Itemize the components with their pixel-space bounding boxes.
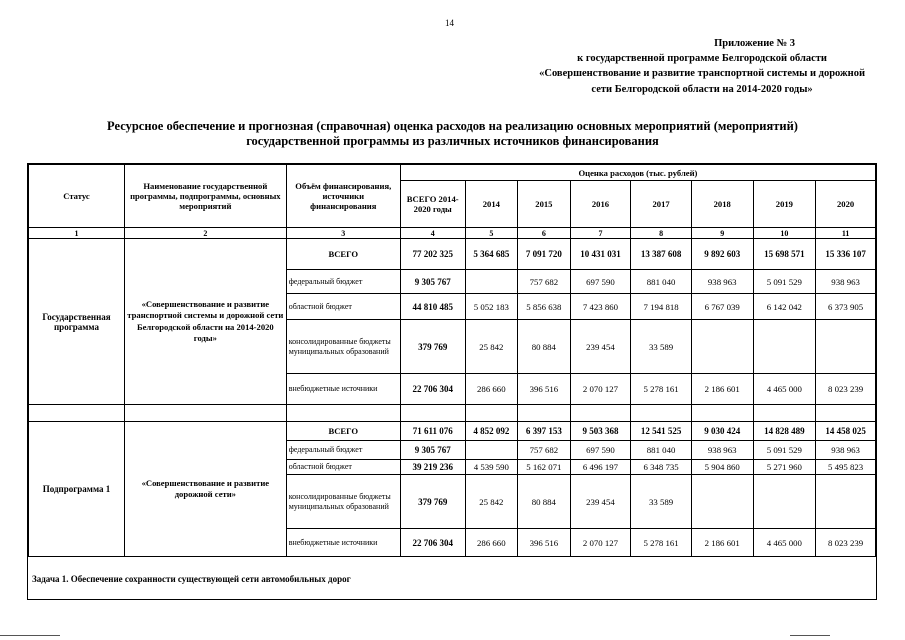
value-cell: 80 884 (518, 475, 571, 529)
column-number: 1 (29, 228, 125, 239)
value-cell (816, 320, 876, 374)
value-cell: 8 023 239 (816, 529, 876, 557)
value-cell: 2 070 127 (570, 529, 631, 557)
column-number: 10 (753, 228, 816, 239)
value-cell: 9 030 424 (691, 422, 753, 441)
value-cell: 8 023 239 (816, 374, 876, 405)
column-number: 6 (518, 228, 571, 239)
value-cell: 6 496 197 (570, 460, 631, 475)
empty-cell (465, 405, 518, 422)
value-cell: 5 091 529 (753, 441, 816, 460)
source-cell: ВСЕГО (286, 239, 400, 270)
source-cell: областной бюджет (286, 294, 400, 320)
value-cell: 39 219 236 (400, 460, 465, 475)
value-cell: 2 070 127 (570, 374, 631, 405)
value-cell: 4 465 000 (753, 374, 816, 405)
value-cell: 396 516 (518, 374, 571, 405)
value-cell: 6 373 905 (816, 294, 876, 320)
column-number: 9 (691, 228, 753, 239)
header-total: ВСЕГО 2014-2020 годы (400, 181, 465, 228)
task-caption: Задача 1. Обеспечение сохранности существующей сети автомобильных дорог (32, 574, 351, 584)
value-cell (816, 475, 876, 529)
status-cell: Подпрограмма 1 (29, 422, 125, 557)
value-cell: 697 590 (570, 270, 631, 294)
empty-cell (125, 405, 287, 422)
value-cell: 7 091 720 (518, 239, 571, 270)
scan-edge-line (0, 635, 60, 636)
appendix-line-3: «Совершенствование и развитие транспортной системы и дорожной (539, 68, 865, 80)
value-cell (465, 441, 518, 460)
value-cell: 286 660 (465, 374, 518, 405)
value-cell (691, 475, 753, 529)
source-cell: внебюджетные источники (286, 374, 400, 405)
value-cell: 5 052 183 (465, 294, 518, 320)
value-cell: 80 884 (518, 320, 571, 374)
value-cell: 239 454 (570, 475, 631, 529)
value-cell: 15 698 571 (753, 239, 816, 270)
value-cell: 6 348 735 (631, 460, 692, 475)
empty-cell (570, 405, 631, 422)
value-cell: 4 465 000 (753, 529, 816, 557)
column-number: 11 (816, 228, 876, 239)
empty-cell (400, 405, 465, 422)
appendix-line-4: сети Белгородской области на 2014-2020 годы» (591, 83, 813, 95)
header-year: 2016 (570, 181, 631, 228)
value-cell: 25 842 (465, 320, 518, 374)
source-cell: ВСЕГО (286, 422, 400, 441)
status-cell: Государственная программа (29, 239, 125, 405)
value-cell: 9 305 767 (400, 270, 465, 294)
value-cell: 938 963 (691, 441, 753, 460)
value-cell: 22 706 304 (400, 529, 465, 557)
document-title (20, 119, 885, 149)
value-cell: 13 387 608 (631, 239, 692, 270)
program-name-cell: «Совершенствование и развитие транспортной системы и дорожной сети Белгородской области на 2014-2020 годы» (125, 239, 287, 405)
value-cell: 938 963 (691, 270, 753, 294)
value-cell: 2 186 601 (691, 529, 753, 557)
value-cell: 33 589 (631, 320, 692, 374)
value-cell: 881 040 (631, 270, 692, 294)
column-number: 4 (400, 228, 465, 239)
column-number: 8 (631, 228, 692, 239)
value-cell: 5 364 685 (465, 239, 518, 270)
column-number: 5 (465, 228, 518, 239)
value-cell: 2 186 601 (691, 374, 753, 405)
value-cell: 6 142 042 (753, 294, 816, 320)
value-cell: 9 892 603 (691, 239, 753, 270)
table-row (29, 239, 876, 270)
value-cell: 14 828 489 (753, 422, 816, 441)
value-cell: 12 541 525 (631, 422, 692, 441)
empty-cell (29, 405, 125, 422)
value-cell: 396 516 (518, 529, 571, 557)
header-year: 2015 (518, 181, 571, 228)
source-cell: областной бюджет (286, 460, 400, 475)
value-cell: 5 162 071 (518, 460, 571, 475)
value-cell: 239 454 (570, 320, 631, 374)
value-cell: 15 336 107 (816, 239, 876, 270)
value-cell: 697 590 (570, 441, 631, 460)
source-cell: внебюджетные источники (286, 529, 400, 557)
value-cell: 5 856 638 (518, 294, 571, 320)
value-cell: 881 040 (631, 441, 692, 460)
value-cell: 10 431 031 (570, 239, 631, 270)
source-cell: консолидированные бюджеты муниципальных образований (286, 475, 400, 529)
value-cell: 77 202 325 (400, 239, 465, 270)
value-cell: 938 963 (816, 270, 876, 294)
value-cell: 6 767 039 (691, 294, 753, 320)
header-volume: Объём финансирования, источники финансирования (286, 165, 400, 228)
spacer-row (29, 405, 876, 422)
value-cell: 44 810 485 (400, 294, 465, 320)
table-row (29, 422, 876, 441)
scan-edge-line (790, 635, 830, 636)
value-cell: 5 278 161 (631, 374, 692, 405)
header-year: 2017 (631, 181, 692, 228)
header-status: Статус (29, 165, 125, 228)
value-cell: 33 589 (631, 475, 692, 529)
appendix-number: Приложение № 3 (714, 38, 795, 49)
value-cell: 286 660 (465, 529, 518, 557)
value-cell (691, 320, 753, 374)
value-cell: 938 963 (816, 441, 876, 460)
value-cell: 14 458 025 (816, 422, 876, 441)
header-year: 2020 (816, 181, 876, 228)
value-cell: 757 682 (518, 270, 571, 294)
column-number: 2 (125, 228, 287, 239)
value-cell: 9 305 767 (400, 441, 465, 460)
value-cell: 757 682 (518, 441, 571, 460)
source-cell: федеральный бюджет (286, 270, 400, 294)
value-cell (753, 475, 816, 529)
empty-cell (631, 405, 692, 422)
value-cell: 5 278 161 (631, 529, 692, 557)
title-line-1: Ресурсное обеспечение и прогнозная (справочная) оценка расходов на реализацию основных мероприятий (мероприятий) (107, 119, 798, 133)
value-cell: 25 842 (465, 475, 518, 529)
page-number: 14 (445, 18, 454, 28)
empty-cell (691, 405, 753, 422)
value-cell: 4 539 590 (465, 460, 518, 475)
empty-cell (518, 405, 571, 422)
funding-table (28, 164, 876, 557)
header-year: 2018 (691, 181, 753, 228)
value-cell: 4 852 092 (465, 422, 518, 441)
empty-cell (753, 405, 816, 422)
value-cell: 5 091 529 (753, 270, 816, 294)
empty-cell (816, 405, 876, 422)
source-cell: федеральный бюджет (286, 441, 400, 460)
source-cell: консолидированные бюджеты муниципальных образований (286, 320, 400, 374)
empty-cell (286, 405, 400, 422)
column-number: 7 (570, 228, 631, 239)
value-cell: 71 611 076 (400, 422, 465, 441)
value-cell: 379 769 (400, 320, 465, 374)
value-cell: 5 904 860 (691, 460, 753, 475)
header-name: Наименование государственной программы, подпрограммы, основных мероприятий (125, 165, 287, 228)
header-year: 2019 (753, 181, 816, 228)
value-cell: 6 397 153 (518, 422, 571, 441)
appendix-line-2: к государственной программе Белгородской области (577, 53, 827, 65)
value-cell: 5 271 960 (753, 460, 816, 475)
program-name-cell: «Совершенствование и развитие дорожной сети» (125, 422, 287, 557)
value-cell (753, 320, 816, 374)
value-cell (465, 270, 518, 294)
column-number: 3 (286, 228, 400, 239)
value-cell: 22 706 304 (400, 374, 465, 405)
value-cell: 379 769 (400, 475, 465, 529)
appendix-header (539, 36, 865, 97)
header-year: 2014 (465, 181, 518, 228)
value-cell: 7 194 818 (631, 294, 692, 320)
table-frame (27, 163, 877, 600)
value-cell: 9 503 368 (570, 422, 631, 441)
title-line-2: государственной программы из различных источников финансирования (246, 134, 659, 148)
value-cell: 7 423 860 (570, 294, 631, 320)
value-cell: 5 495 823 (816, 460, 876, 475)
header-estimate: Оценка расходов (тыс. рублей) (400, 165, 875, 181)
